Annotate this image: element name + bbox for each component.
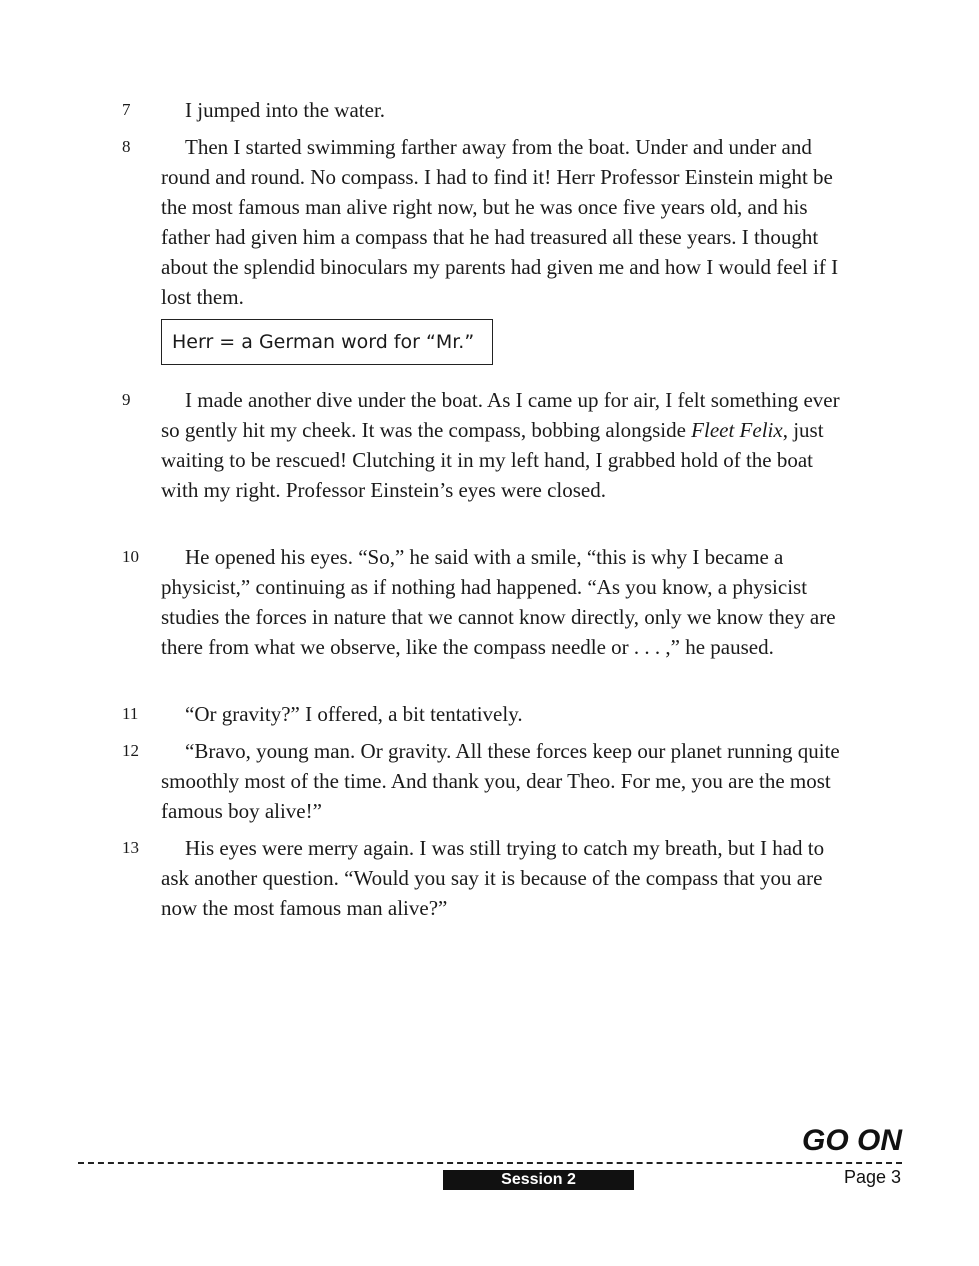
paragraph-11	[161, 699, 841, 729]
paragraph-12	[161, 736, 841, 826]
paragraph-9-text-before: I made another dive under the boat. As I came up for air, I felt something ever so gently hit my cheek. It was the compass, bobbing alongside	[161, 388, 840, 442]
paragraph-13	[161, 833, 841, 923]
paragraph-12-text: “Bravo, young man. Or gravity. All these forces keep our planet running quite smoothly most of the time. And thank you, dear Theo. For me, you are the most famous boy alive!”	[161, 739, 840, 823]
paragraph-number-9: 9	[122, 390, 131, 409]
paragraph-9	[161, 385, 841, 505]
paragraph-10-text: He opened his eyes. “So,” he said with a smile, “this is why I became a physicist,” continuing as if nothing had happened. “As you know, a physicist studies the forces in nature that we cannot know directly, only we know they are there from what we observe, like the compass needle or . . . ,” he paused.	[161, 545, 836, 659]
paragraph-9-text-after: , just waiting to be rescued! Clutching it in my left hand, I grabbed hold of the boat with my right. Professor Einstein’s eyes were closed.	[161, 418, 824, 502]
paragraph-8-text: Then I started swimming farther away from the boat. Under and under and round and round. No compass. I had to find it! Herr Professor Einstein might be the most famous man alive right now, but he was once five years old, and his father had given him a compass that he had treasured all these years. I thought about the splendid binoculars my parents had given me and how I would feel if I lost them.	[161, 135, 839, 309]
footer-divider	[78, 1162, 902, 1164]
session-label: Session 2	[443, 1170, 634, 1190]
paragraph-number-7: 7	[122, 100, 131, 119]
page-number: Page 3	[843, 1167, 901, 1187]
paragraph-8	[161, 132, 841, 312]
paragraph-number-8: 8	[122, 137, 131, 156]
paragraph-number-13: 13	[122, 838, 139, 857]
paragraph-7	[161, 95, 841, 125]
glossary-box: Herr = a German word for “Mr.”	[161, 319, 493, 365]
paragraph-number-11: 11	[122, 704, 139, 723]
paragraph-number-10: 10	[122, 547, 139, 566]
paragraph-13-text: His eyes were merry again. I was still trying to catch my breath, but I had to ask another question. “Would you say it is because of the compass that you are now the most famous man alive?”	[161, 836, 825, 920]
paragraph-10	[161, 542, 841, 662]
go-on-label: GO ON	[801, 1124, 902, 1157]
paragraph-11-text: “Or gravity?” I offered, a bit tentatively.	[185, 702, 523, 726]
boat-name: Fleet Felix	[691, 418, 783, 442]
paragraph-number-12: 12	[122, 741, 139, 760]
paragraph-7-text: I jumped into the water.	[185, 98, 386, 122]
paragraph-9-text	[161, 385, 841, 505]
